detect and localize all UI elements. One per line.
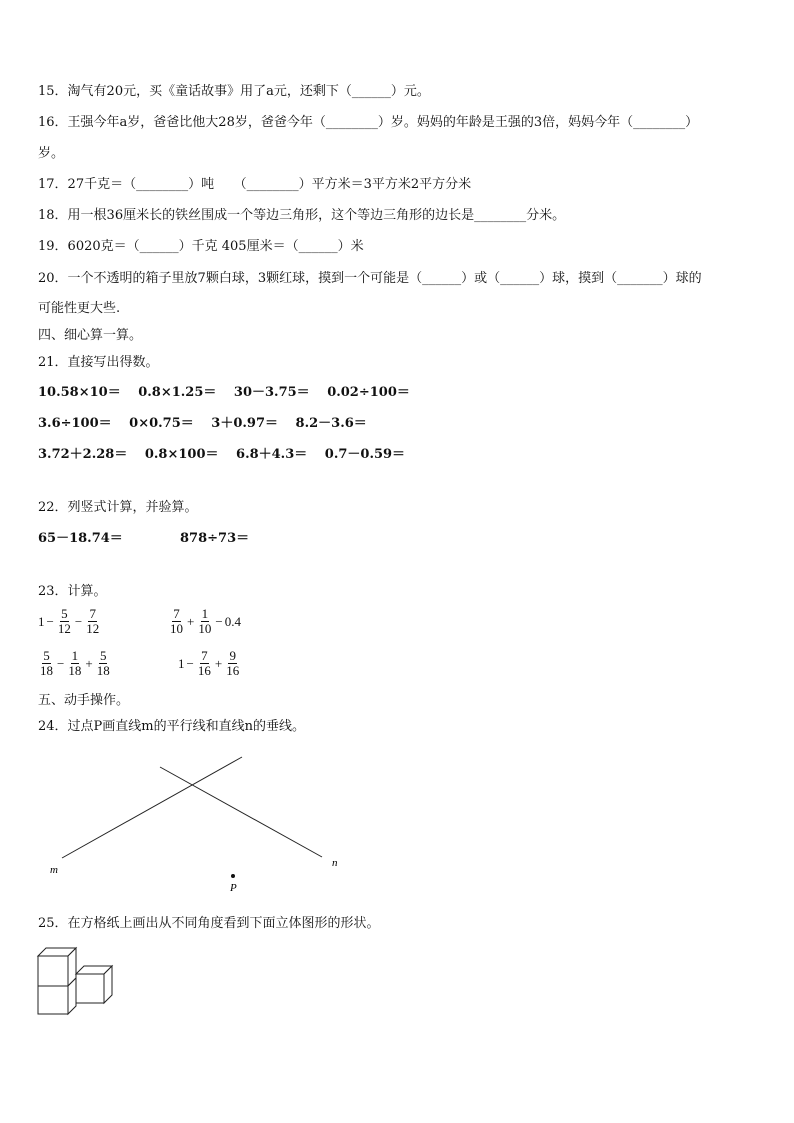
expression-2 [168, 607, 241, 636]
question-17: 17．27千克＝（________）吨 （________）平方米＝3平方米2平方分米 [38, 177, 472, 192]
denominator: 12 [86, 621, 100, 636]
question-15: 15．淘气有20元，买《童话故事》用了a元，还剩下（______）元。 [38, 84, 430, 99]
label-p: P [230, 882, 237, 894]
expr-operator: + [85, 655, 93, 671]
question-21: 21．直接写出得数。 [38, 355, 159, 370]
denominator: 10 [170, 621, 183, 636]
fraction [96, 649, 111, 678]
expression-1 [38, 607, 101, 636]
numerator: 1 [201, 606, 209, 621]
cube-front-face [76, 974, 104, 1003]
fraction [57, 607, 72, 636]
denominator: 10 [198, 621, 212, 636]
expr-operator: − [215, 613, 223, 629]
cube-stack-figure [30, 940, 120, 1020]
expression-4 [178, 649, 241, 678]
fraction [225, 649, 240, 678]
q21-row-3: 3.72＋2.28＝ 0.8×100＝ 6.8＋4.3＝ 0.7－0.59＝ [38, 447, 406, 462]
denominator: 16 [197, 663, 211, 678]
expression-3 [38, 649, 112, 678]
q22-item-2: 878÷73＝ [180, 531, 250, 546]
expr-operator: − [74, 613, 83, 629]
fraction [39, 649, 54, 678]
numerator: 5 [61, 606, 68, 621]
question-18: 18．用一根36厘米长的铁丝围成一个等边三角形，这个等边三角形的边长是________分米。 [38, 208, 566, 223]
numerator: 9 [229, 648, 236, 663]
section-4-heading: 四、细心算一算。 [38, 328, 143, 343]
fraction [67, 649, 82, 678]
fraction [197, 607, 212, 636]
label-n: n [332, 857, 338, 869]
question-16: 16．王强今年a岁，爸爸比他大28岁，爸爸今年（________）岁。妈妈的年龄是王强的3倍，妈妈今年（________） [38, 115, 699, 130]
expr-operator: + [187, 613, 195, 629]
denominator: 18 [96, 663, 110, 678]
q21-row-1: 10.58×10＝ 0.8×1.25＝ 30－3.75＝ 0.02÷100＝ [38, 385, 410, 400]
numerator: 5 [43, 648, 50, 663]
fraction [169, 607, 184, 636]
denominator: 16 [226, 663, 240, 678]
numerator: 7 [89, 606, 96, 621]
numerator: 7 [201, 648, 208, 663]
expr-term: 1 [38, 613, 45, 629]
fraction [197, 649, 212, 678]
question-25: 25．在方格纸上画出从不同角度看到下面立体图形的形状。 [38, 916, 380, 931]
denominator: 12 [57, 621, 71, 636]
line-n [160, 767, 322, 857]
question-22: 22．列竖式计算，并验算。 [38, 500, 198, 515]
fraction [85, 607, 100, 636]
expr-operator: − [57, 655, 65, 671]
section-5-heading: 五、动手操作。 [38, 693, 130, 708]
denominator: 18 [68, 663, 82, 678]
question-16-continued: 岁。 [38, 146, 65, 161]
question-19: 19．6020克＝（______）千克 405厘米＝（______）米 [38, 239, 364, 254]
q21-row-2: 3.6÷100＝ 0×0.75＝ 3＋0.97＝ 8.2－3.6＝ [38, 416, 367, 431]
point-p [231, 874, 235, 878]
denominator: 18 [40, 663, 53, 678]
expr-operator: + [214, 655, 223, 671]
cube-front-face [38, 956, 68, 986]
numerator: 5 [99, 648, 107, 663]
expr-term: 0.4 [224, 613, 241, 629]
question-24: 24．过点P画直线m的平行线和直线n的垂线。 [38, 719, 305, 734]
cube-front-face [38, 986, 68, 1014]
question-23: 23．计算。 [38, 584, 107, 599]
numerator: 7 [173, 606, 180, 621]
question-20-continued: 可能性更大些. [38, 301, 121, 316]
label-m: m [50, 864, 58, 876]
expr-term: 1 [178, 655, 185, 671]
numerator: 1 [71, 648, 79, 663]
line-m [62, 757, 242, 858]
expr-operator: − [46, 613, 54, 629]
q22-item-1: 65－18.74＝ [38, 531, 123, 546]
question-20: 20．一个不透明的箱子里放7颗白球，3颗红球，摸到一个可能是（______）或（______）球，摸到（_______）球的 [38, 271, 702, 286]
lines-diagram [0, 745, 794, 905]
expr-operator: − [186, 655, 194, 671]
